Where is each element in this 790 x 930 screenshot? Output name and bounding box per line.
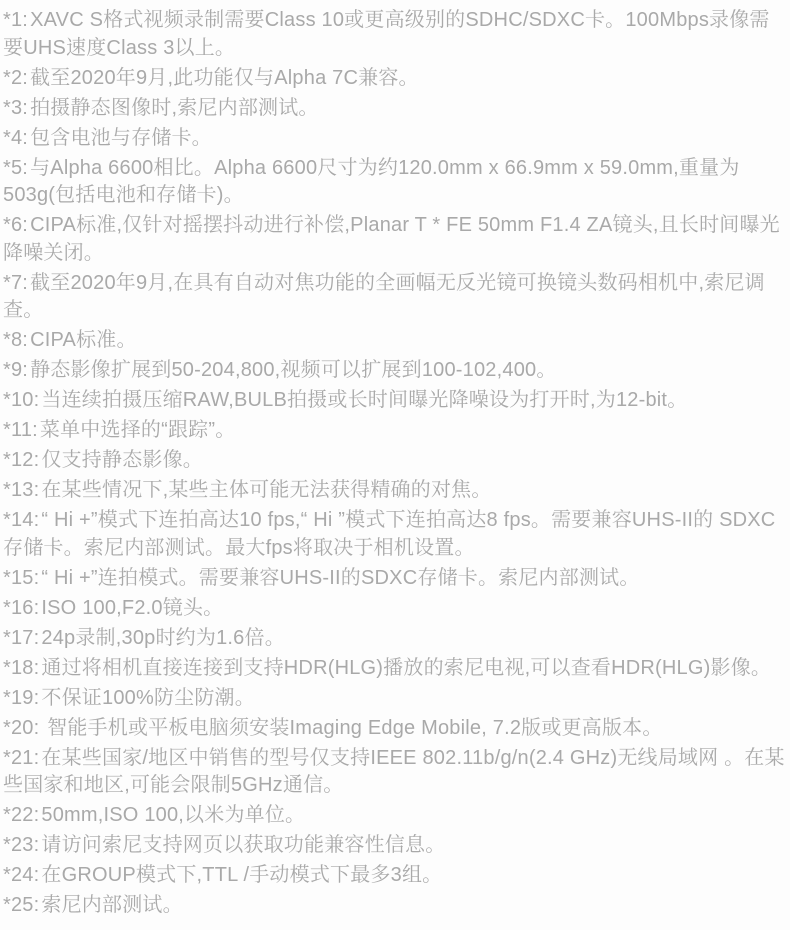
footnote-label: *13:: [3, 479, 40, 501]
footnote-label: *23:: [3, 834, 40, 856]
footnote-text: “ Hi +”模式下连拍高达10 fps,“ Hi ”模式下连拍高达8 fps。需要兼容UHS-II的 SDXC 存储卡。索尼内部测试。最大fps将取决于相机设置。: [3, 509, 776, 559]
footnote-label: *25:: [3, 894, 40, 916]
footnote-label: *11:: [3, 419, 38, 441]
footnote-item-7: [3, 270, 788, 325]
footnote-text: 在GROUP模式下,TTL /手动模式下最多3组。: [41, 864, 443, 886]
footnote-label: *12:: [3, 449, 40, 471]
footnote-label: *24:: [3, 864, 40, 886]
footnote-text: 包含电池与存储卡。: [30, 126, 212, 149]
footnote-label: *21:: [3, 746, 40, 769]
footnote-item-16: [3, 595, 788, 623]
footnote-label: *19:: [3, 686, 40, 709]
footnote-label: *16:: [3, 596, 40, 619]
footnote-item-8: [3, 327, 788, 355]
footnote-text: 截至2020年9月,在具有自动对焦功能的全画幅无反光镜可换镜头数码相机中,索尼调查。: [3, 271, 765, 321]
footnote-text: 不保证100%防尘防潮。: [41, 686, 255, 709]
footnote-item-21: [3, 745, 788, 800]
footnote-label: *14:: [3, 509, 40, 531]
footnote-label: *9:: [3, 359, 29, 381]
footnote-item-5: [3, 155, 788, 210]
footnote-text: 当连续拍摄压缩RAW,BULB拍摄或长时间曝光降噪设为打开时,为12-bit。: [41, 389, 688, 411]
footnote-item-25: [3, 892, 788, 920]
footnote-text: ISO 100,F2.0镜头。: [41, 596, 224, 619]
footnote-item-2: [3, 65, 788, 93]
footnote-label: *5:: [3, 156, 29, 179]
footnote-item-23: [3, 832, 788, 860]
footnote-text: 拍摄静态图像时,索尼内部测试。: [30, 96, 319, 119]
footnote-item-11: [3, 417, 788, 445]
footnote-label: *15:: [3, 566, 40, 589]
footnote-item-13: [3, 477, 788, 505]
footnote-label: *4:: [3, 126, 29, 149]
footnote-item-20: [3, 715, 788, 743]
footnote-label: *8:: [3, 329, 29, 351]
footnote-item-9: [3, 357, 788, 385]
footnote-text: 仅支持静态影像。: [41, 449, 203, 471]
footnote-label: *6:: [3, 214, 29, 236]
footnote-label: *17:: [3, 626, 40, 649]
footnote-text: 静态影像扩展到50-204,800,视频可以扩展到100-102,400。: [30, 359, 557, 381]
footnote-text: 50mm,ISO 100,以米为单位。: [41, 804, 306, 826]
footnote-text: CIPA标准,仅针对摇摆抖动进行补偿,Planar T * FE 50mm F1.4 ZA镜头,且长时间曝光降噪关闭。: [3, 214, 780, 264]
footnote-label: *20:: [3, 716, 40, 739]
footnote-text: XAVC S格式视频录制需要Class 10或更高级别的SDHC/SDXC卡。100Mbps录像需要UHS速度Class 3以上。: [3, 9, 770, 59]
footnote-text: 通过将相机直接连接到支持HDR(HLG)播放的索尼电视,可以查看HDR(HLG)影像。: [41, 656, 772, 679]
footnote-text: 请访问索尼支持网页以获取功能兼容性信息。: [41, 834, 446, 856]
footnote-item-6: [3, 212, 788, 267]
footnote-label: *22:: [3, 804, 40, 826]
footnote-text: 智能手机或平板电脑须安装Imaging Edge Mobile, 7.2版或更高版本。: [41, 716, 663, 739]
footnote-text: 24p录制,30p时约为1.6倍。: [41, 626, 285, 649]
footnote-label: *2:: [3, 66, 29, 89]
footnote-text: “ Hi +”连拍模式。需要兼容UHS-II的SDXC存储卡。索尼内部测试。: [41, 566, 640, 589]
footnote-label: *7:: [3, 271, 29, 294]
footnote-item-19: [3, 685, 788, 713]
footnote-item-18: [3, 655, 788, 683]
footnote-text: 菜单中选择的“跟踪”。: [39, 419, 236, 441]
footnote-item-3: [3, 95, 788, 123]
footnote-item-10: [3, 387, 788, 415]
footnote-label: *1:: [3, 9, 29, 31]
footnote-item-24: [3, 862, 788, 890]
footnote-item-22: [3, 802, 788, 830]
footnote-item-12: [3, 447, 788, 475]
footnote-text: 截至2020年9月,此功能仅与Alpha 7C兼容。: [30, 66, 419, 89]
footnote-item-1: [3, 7, 788, 62]
footnote-label: *3:: [3, 96, 29, 119]
footnote-item-17: [3, 625, 788, 653]
footnote-item-14: [3, 507, 788, 562]
footnote-text: CIPA标准。: [30, 329, 137, 351]
footnote-text: 索尼内部测试。: [41, 894, 183, 916]
footnote-item-15: [3, 565, 788, 593]
footnote-label: *10:: [3, 389, 40, 411]
footnote-text: 与Alpha 6600相比。Alpha 6600尺寸为约120.0mm x 66.9mm x 59.0mm,重量为503g(包括电池和存储卡)。: [3, 156, 740, 206]
footnote-item-4: [3, 125, 788, 153]
footnote-text: 在某些情况下,某些主体可能无法获得精确的对焦。: [41, 479, 492, 501]
footnote-label: *18:: [3, 656, 40, 679]
footnote-text: 在某些国家/地区中销售的型号仅支持IEEE 802.11b/g/n(2.4 GHz)无线局域网 。在某些国家和地区,可能会限制5GHz通信。: [3, 746, 785, 796]
